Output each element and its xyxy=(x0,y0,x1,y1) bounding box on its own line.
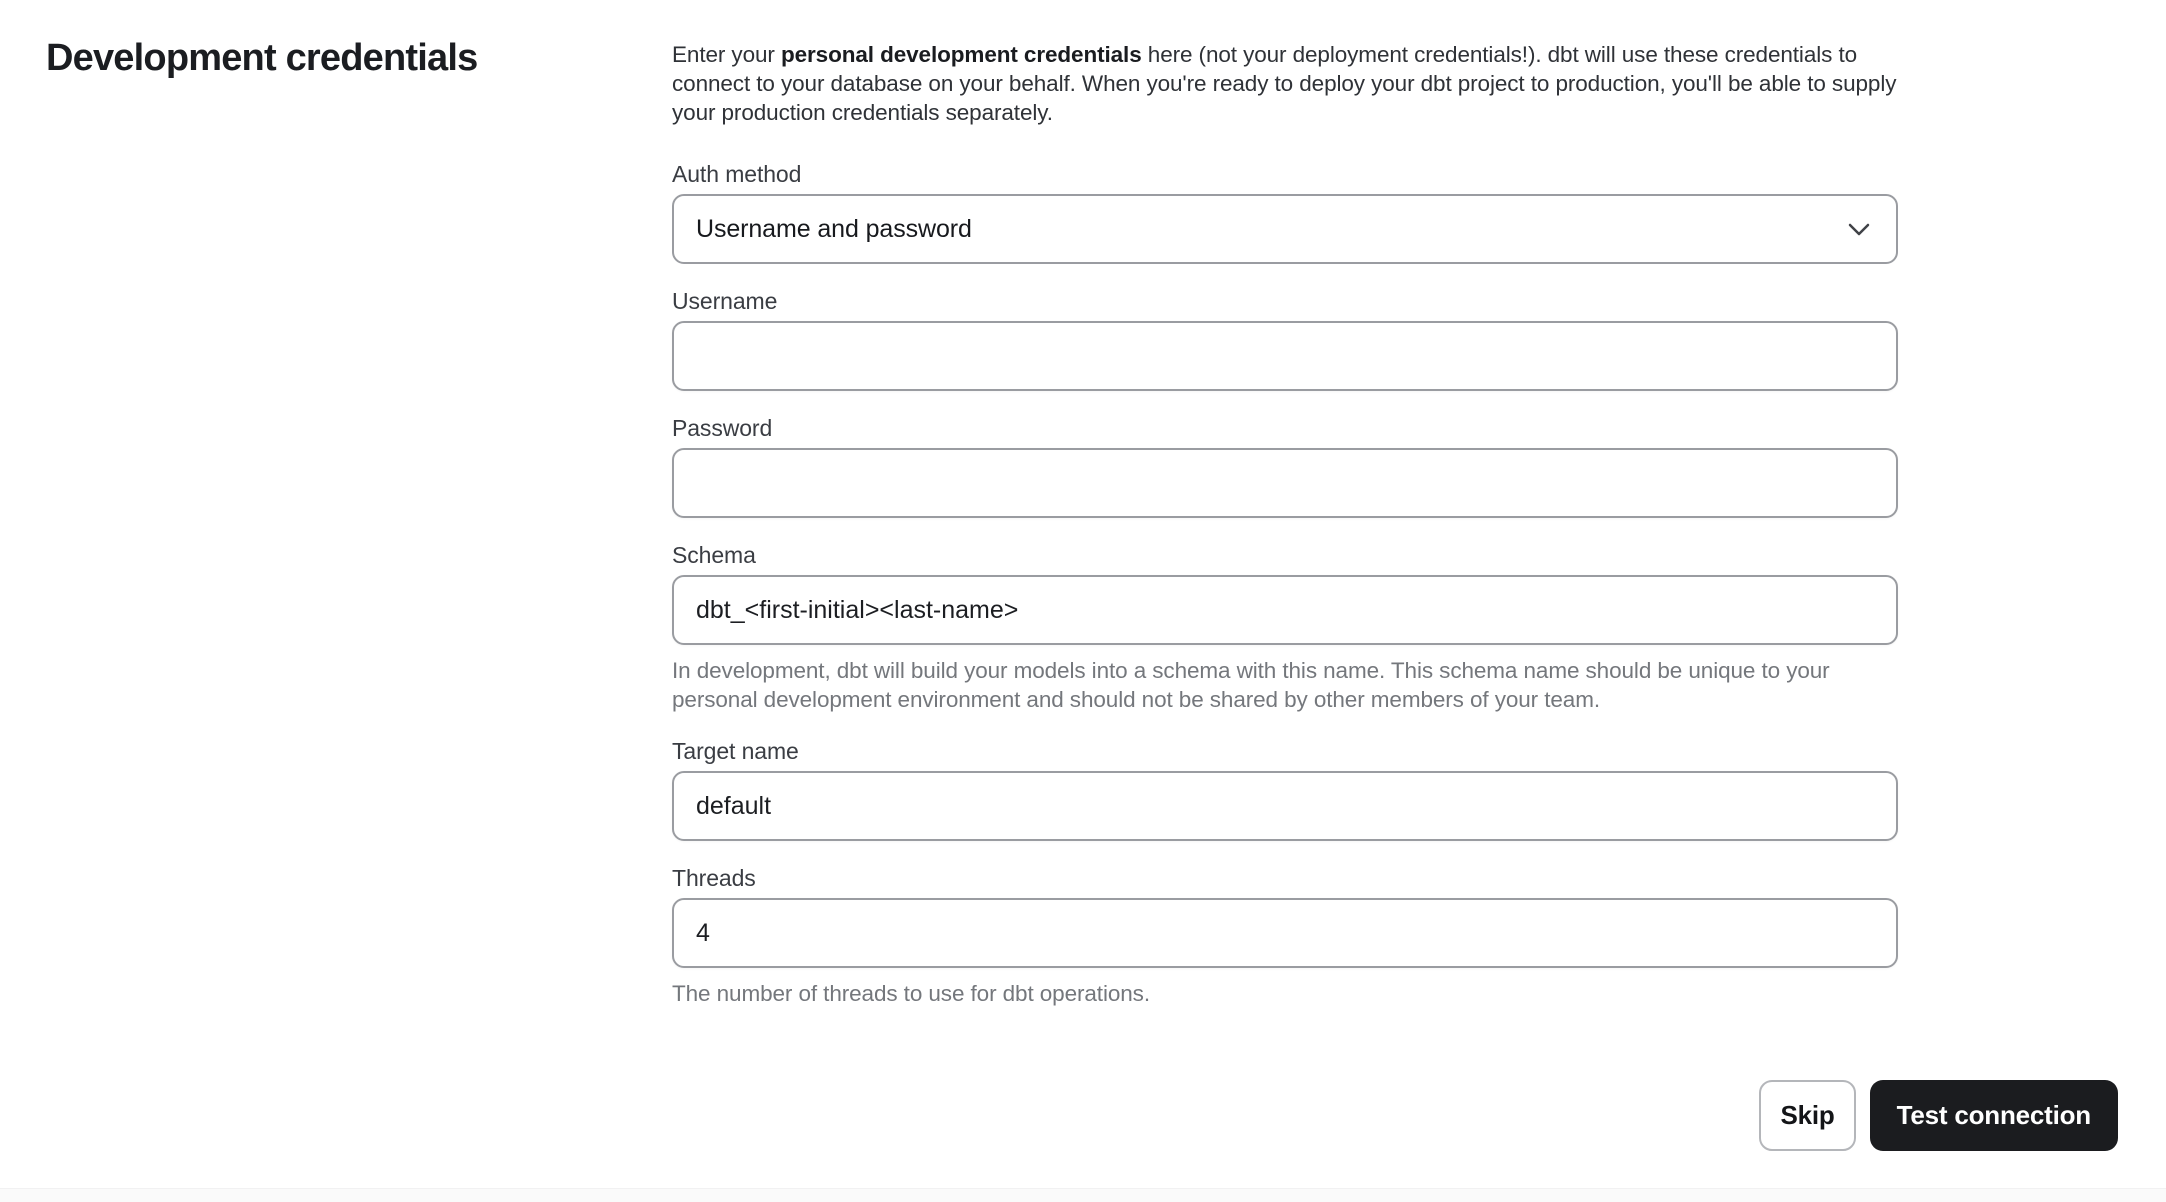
threads-group xyxy=(672,865,1898,1008)
intro-post: here (not your deployment credentials!). dbt will use these credentials to connect to your database on your behalf. When you're ready to deploy your dbt project to production, you'll be able to supply your production credentials separately. xyxy=(672,42,1897,125)
skip-button[interactable]: Skip xyxy=(1759,1080,1855,1151)
password-label: Password xyxy=(672,415,773,441)
username-label: Username xyxy=(672,288,778,314)
intro-bold: personal development credentials xyxy=(780,42,1142,67)
schema-input[interactable] xyxy=(672,575,1898,645)
username-group xyxy=(672,288,1898,391)
chevron-down-icon xyxy=(1848,223,1870,236)
page-title: Development credentials xyxy=(46,37,478,79)
target-name-label: Target name xyxy=(672,738,799,764)
intro-text xyxy=(672,40,1898,127)
password-group xyxy=(672,415,1898,518)
target-name-input[interactable] xyxy=(672,771,1898,841)
test-connection-button[interactable]: Test connection xyxy=(1870,1080,2118,1151)
password-input[interactable] xyxy=(672,448,1898,518)
username-input[interactable] xyxy=(672,321,1898,391)
threads-label: Threads xyxy=(672,865,756,891)
next-section-edge xyxy=(0,1188,2166,1202)
schema-help-text: In development, dbt will build your models into a schema with this name. This schema name should be unique to your personal development environment and should not be shared by other members of your team. xyxy=(672,658,1830,712)
threads-help-text: The number of threads to use for dbt operations. xyxy=(672,981,1150,1006)
credentials-form xyxy=(672,40,1898,1032)
auth-method-label: Auth method xyxy=(672,161,802,187)
schema-group xyxy=(672,542,1898,714)
target-name-group xyxy=(672,738,1898,841)
threads-input[interactable] xyxy=(672,898,1898,968)
schema-label: Schema xyxy=(672,542,756,568)
auth-method-value: Username and password xyxy=(696,214,972,243)
form-actions xyxy=(1759,1080,2118,1151)
intro-pre: Enter your xyxy=(672,42,781,67)
auth-method-group xyxy=(672,161,1898,264)
auth-method-select[interactable] xyxy=(672,194,1898,264)
